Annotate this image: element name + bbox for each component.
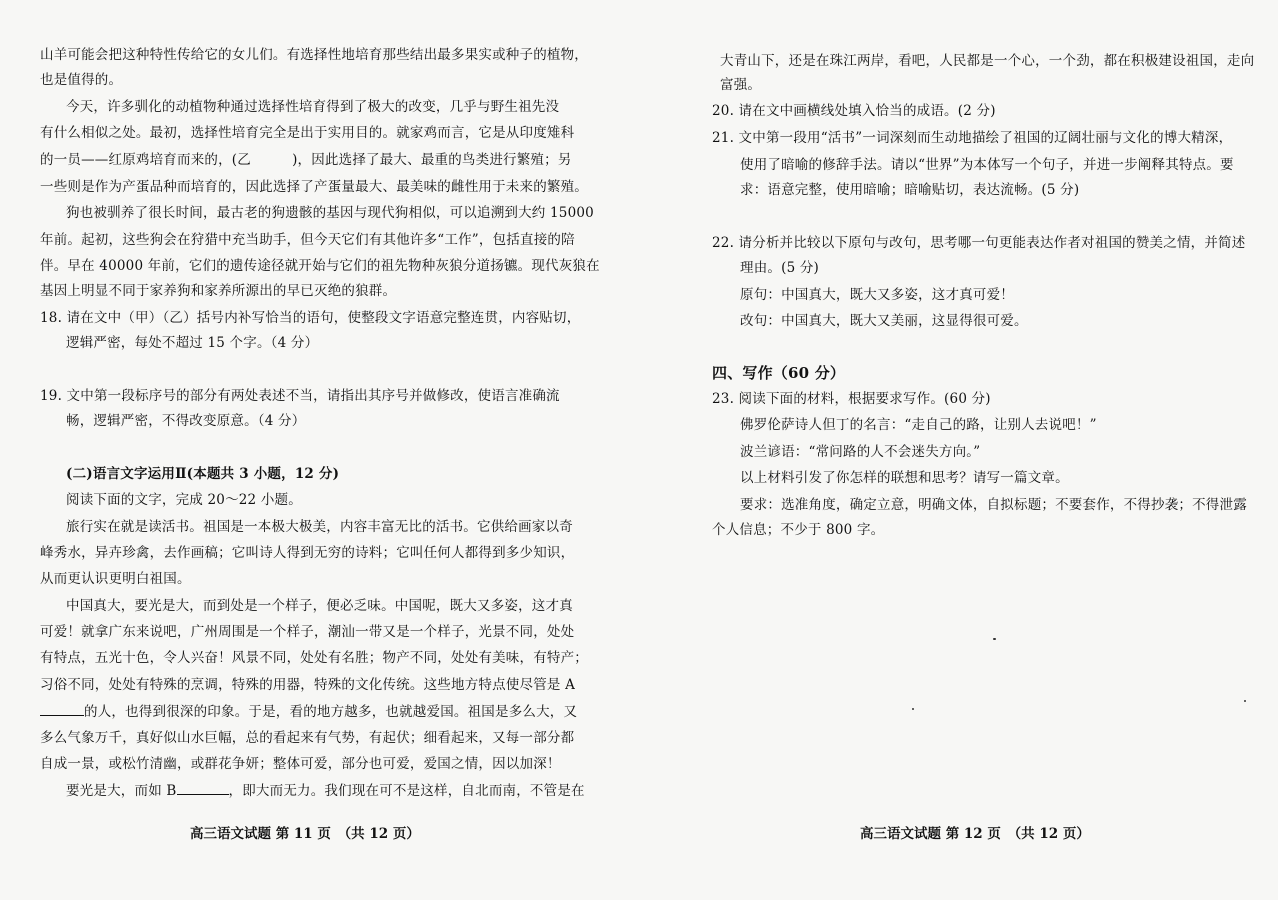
passage-line: 习俗不同，处处有特殊的烹调，特殊的用器，特殊的文化传统。这些地方特点使尽管是 A [40,677,576,693]
section-instruction: 阅读下面的文字，完成 20～22 小题。 [66,492,302,508]
scan-speck [1244,700,1246,702]
passage-line: 今天，许多驯化的动植物种通过选择性培育得到了极大的改变，几乎与野生祖先没 [66,99,560,115]
passage-line: 基因上明显不同于家养狗和家养所源出的早已灭绝的狼群。 [40,283,397,299]
question-22: 22. 请分析并比较以下原句与改句，思考哪一句更能表达作者对祖国的赞美之情，并简述 [712,235,1246,251]
question-18: 18. 请在文中（甲）（乙）括号内补写恰当的语句，使整段文字语意完整连贯，内容贴切， [40,310,581,326]
page-footer: 高三语文试题 第 12 页 （共 12 页） [860,826,1090,842]
passage-line: 一些则是作为产蛋品种而培育的，因此选择了产蛋量最大、最美味的雌性用于未来的繁殖。 [40,179,588,195]
section-title: 四、写作（60 分） [712,364,846,382]
question-22-cont: 理由。(5 分) [740,260,820,276]
quote-proverb: 波兰谚语：“常问路的人不会迷失方向。” [740,444,981,460]
quote-dante: 佛罗伦萨诗人但丁的名言：“走自己的路，让别人去说吧！” [740,417,1097,433]
question-21-cont: 使用了暗喻的修辞手法。请以“世界”为本体写一个句子，并进一步阐释其特点。要 [740,157,1234,173]
scan-speck [912,708,914,710]
passage-line: 从而更认识更明白祖国。 [40,571,191,587]
question-18-cont: 逻辑严密，每处不超过 15 个字。（4 分） [66,335,319,351]
passage-line: 自成一景，或松竹清幽，或群花争妍；整体可爱，部分也可爱，爱国之情，因以加深！ [40,756,561,772]
passage-line: 中国真大，要光是大，而到处是一个样子，便必乏味。中国呢，既大又多姿，这才真 [66,598,573,614]
question-20: 20. 请在文中画横线处填入恰当的成语。(2 分) [712,103,996,119]
page-footer: 高三语文试题 第 11 页 （共 12 页） [190,826,420,842]
passage-line: 山羊可能会把这种特性传给它的女儿们。有选择性地培育那些结出最多果实或种子的植物， [40,47,588,63]
question-19: 19. 文中第一段标序号的部分有两处表述不当，请指出其序号并做修改，使语言准确流 [40,388,560,404]
passage-line-with-blank: 要光是大，而如 B ，即大而无力。我们现在可不是这样，自北而南，不管是在 [66,780,585,801]
passage-line: 狗也被驯养了很长时间，最古老的狗遗骸的基因与现代狗相似，可以追溯到大约 15000 [66,205,594,221]
writing-requirements: 要求：选准角度，确定立意，明确文体，自拟标题；不要套作，不得抄袭；不得泄露 [740,497,1247,513]
question-21: 21. 文中第一段用“活书”一词深刻而生动地描绘了祖国的辽阔壮丽与文化的博大精深， [712,130,1233,146]
question-23: 23. 阅读下面的材料，根据要求写作。(60 分) [712,391,991,407]
exam-page-12 [640,0,1278,900]
writing-prompt: 以上材料引发了你怎样的联想和思考？请写一篇文章。 [740,470,1069,486]
answer-blank-b[interactable] [177,780,229,795]
passage-line: 也是值得的。 [40,72,123,88]
passage-line: 可爱！就拿广东来说吧，广州周围是一个样子，潮汕一带又是一个样子，光景不同，处处 [40,624,575,640]
question-21-cont: 求：语意完整，使用暗喻；暗喻贴切，表达流畅。(5 分) [740,182,1080,198]
original-sentence: 原句：中国真大，既大又多姿，这才真可爱！ [740,287,1014,303]
passage-line-with-blank: 的人，也得到很深的印象。于是，看的地方越多，也就越爱国。祖国是多么大，又 [40,701,577,722]
passage-line: 峰秀水，异卉珍禽，去作画稿；它叫诗人得到无穷的诗料；它叫任何人都得到多少知识， [40,545,575,561]
passage-line: 年前。起初，这些狗会在狩猎中充当助手，但今天它们有其他许多“工作”，包括直接的陪 [40,232,575,248]
writing-requirements-cont: 个人信息；不少于 800 字。 [712,522,885,538]
section-title: (二)语言文字运用Ⅱ(本题共 3 小题，12 分) [66,466,340,482]
answer-blank-a[interactable] [40,701,84,716]
passage-line: 有什么相似之处。最初，选择性培育完全是出于实用目的。就家鸡而言，它是从印度雉科 [40,125,575,141]
question-19-cont: 畅，逻辑严密，不得改变原意。（4 分） [66,413,306,429]
passage-line: 旅行实在就是读活书。祖国是一本极大极美，内容丰富无比的活书。它供给画家以奇 [66,519,573,535]
revised-sentence: 改句：中国真大，既大又美丽，这显得很可爱。 [740,313,1028,329]
passage-line: 大青山下，还是在珠江两岸，看吧，人民都是一个心，一个劲，都在积极建设祖国，走向 [720,53,1255,69]
scan-speck [993,638,996,640]
passage-line: 多么气象万千，真好似山水巨幅，总的看起来有气势，有起伏；细看起来，又每一部分都 [40,730,575,746]
passage-line: 富强。 [720,77,762,93]
passage-line: 有特点，五光十色，令人兴奋！风景不同，处处有名胜；物产不同，处处有美味，有特产； [40,650,588,666]
passage-line: 的一员——红原鸡培育而来的，(乙 )，因此选择了最大、最重的鸟类进行繁殖；另 [40,152,572,168]
passage-line: 伴。早在 40000 年前，它们的遗传途径就开始与它们的祖先物种灰狼分道扬镳。现代灰狼在 [40,258,600,274]
